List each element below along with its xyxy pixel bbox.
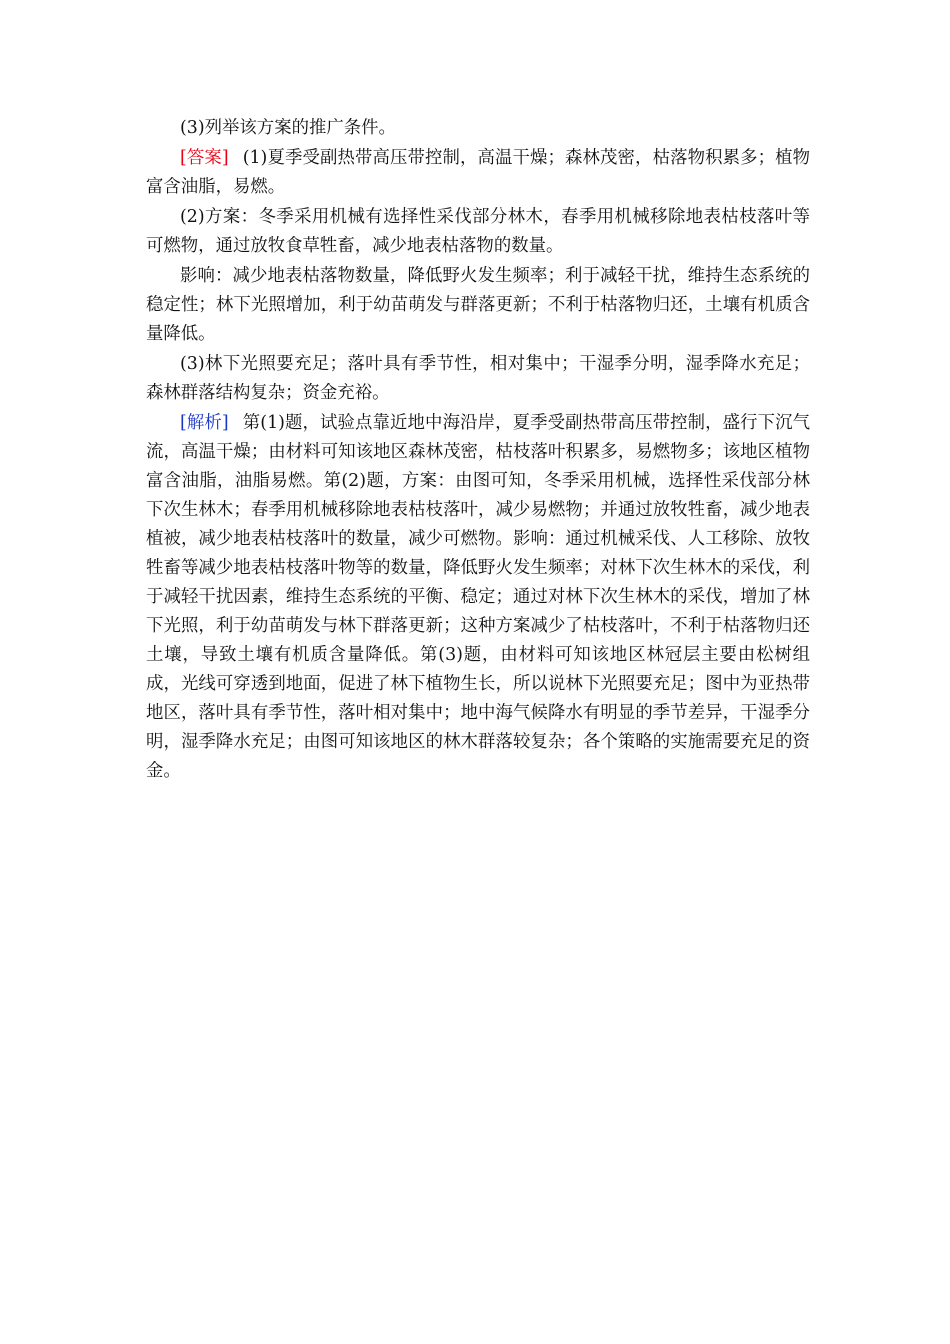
analysis-label: [解析]: [180, 413, 229, 433]
answer-part-1-text: (1)夏季受副热带高压带控制，高温干燥；森林茂密，枯落物积累多；植物富含油脂，易燃。: [146, 148, 810, 197]
analysis-text: 第(1)题，试验点靠近地中海沿岸，夏季受副热带高压带控制，盛行下沉气流，高温干燥；由材料可知该地区森林茂密，枯枝落叶积累多，易燃物多；该地区植物富含油脂，油脂易燃。第(2)题，方案：由图可知，冬季采用机械，选择性采伐部分林下次生林木；春季用机械移除地表枯枝落叶，减少易燃物；并通过放牧牲畜，减少地表植被，减少地表枯枝落叶的数量，减少可燃物。影响：通过机械采伐、人工移除、放牧牲畜等减少地表枯枝落叶物等的数量，降低野火发生频率；对林下次生林木的采伐，利于减轻干扰因素，维持生态系统的平衡、稳定；通过对林下次生林木的采伐，增加了林下光照，利于幼苗萌发与林下群落更新；这种方案减少了枯枝落叶，不利于枯落物归还土壤，导致土壤有机质含量降低。第(3)题，由材料可知该地区林冠层主要由松树组成，光线可穿透到地面，促进了林下植物生长，所以说林下光照要充足；图中为亚热带地区，落叶具有季节性，落叶相对集中；地中海气候降水有明显的季节差异，干湿季分明，湿季降水充足；由图可知该地区的林木群落较复杂；各个策略的实施需要充足的资金。: [146, 413, 810, 781]
answer-part-2-text: (2)方案：冬季采用机械有选择性采伐部分林木，春季用机械移除地表枯枝落叶等可燃物，通过放牧食草牲畜，减少地表枯落物的数量。: [146, 207, 810, 256]
question-3: [146, 114, 810, 143]
answer-part-3-text: (3)林下光照要充足；落叶具有季节性，相对集中；干湿季分明，湿季降水充足；森林群落结构复杂；资金充裕。: [146, 354, 810, 403]
answer-impact-text: 影响：减少地表枯落物数量，降低野火发生频率；利于减轻干扰，维持生态系统的稳定性；林下光照增加，利于幼苗萌发与群落更新；不利于枯落物归还，土壤有机质含量降低。: [146, 266, 810, 344]
answer-label: [答案]: [180, 148, 229, 168]
answer-part-1: [146, 144, 810, 202]
analysis: [146, 409, 810, 786]
answer-part-2: [146, 203, 810, 261]
answer-part-3: [146, 350, 810, 408]
question-3-text: (3)列举该方案的推广条件。: [180, 118, 396, 138]
answer-impact: [146, 262, 810, 349]
document-page: [146, 114, 810, 786]
